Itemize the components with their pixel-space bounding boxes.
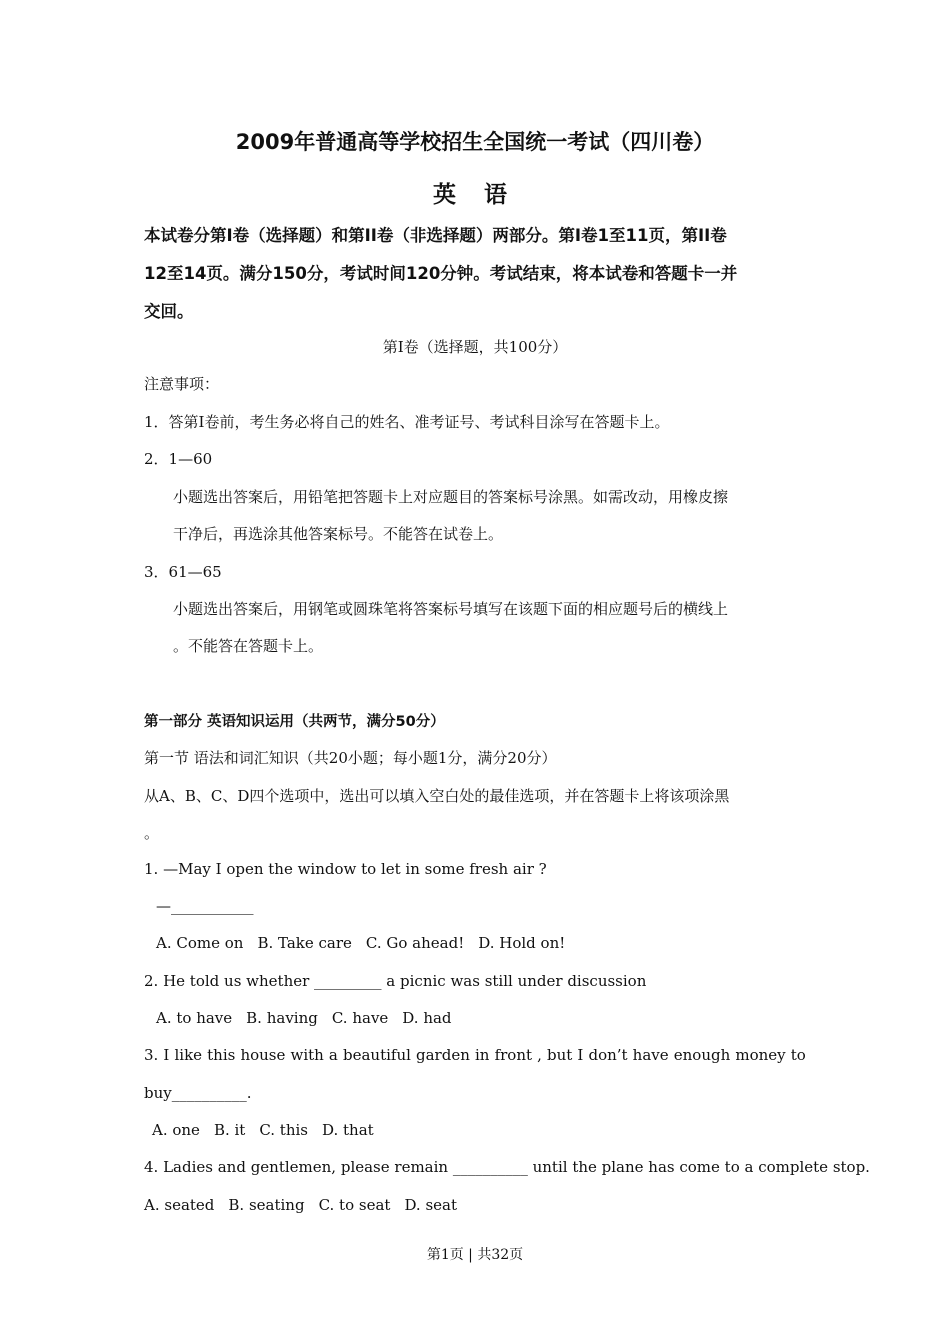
option: A. to have [156,1009,233,1027]
intro-line-3: 交回。 [144,302,194,321]
q3-options [152,1121,388,1139]
notes-label: 注意事项： [144,375,220,393]
q3-word: but [547,1046,573,1064]
instruction-line-2: 。 [144,824,160,842]
option: D. had [402,1009,452,1027]
note-1: 1．答第I卷前，考生务必将自己的姓名、准考证号、考试科目涂写在答题卡上。 [144,413,670,431]
q3-word: I [577,1046,584,1064]
q3-word: have [632,1046,669,1064]
q3-word: don’t [588,1046,628,1064]
note-3-line-1: 小题选出答案后，用钢笔或圆珠笔将答案标号填写在该题下面的相应题号后的横线上 [173,600,729,618]
q4-options [144,1196,471,1214]
section1-heading: 第一节 语法和词汇知识（共20小题；每小题1分，满分20分） [144,749,557,767]
q3-word: enough [673,1046,731,1064]
note-3-line-2: 。不能答在答题卡上。 [173,637,324,655]
q3-word: house [240,1046,286,1064]
q3-stem [144,1046,806,1064]
q3-word: with [290,1046,324,1064]
q4-stem: 4. Ladies and gentlemen, please remain __________ until the plane has come to a complete stop. [144,1158,870,1176]
instruction-line-1: 从A、B、C、D四个选项中，选出可以填入空白处的最佳选项，并在答题卡上将该项涂黑 [144,787,730,805]
note-3-head: 3．61—65 [144,563,222,581]
q3-word: money [735,1046,786,1064]
q3-word: in [474,1046,490,1064]
option: B. Take care [257,934,352,952]
option: D. that [322,1121,374,1139]
exam-title: 2009年普通高等学校招生全国统一考试（四川卷） [235,130,715,154]
q3-stem-continued: buy__________. [144,1084,252,1102]
q3-word: like [174,1046,203,1064]
option: B. seating [228,1196,305,1214]
option: C. this [259,1121,308,1139]
q3-word: garden [416,1046,470,1064]
q1-reply-blank: —___________ [156,897,254,915]
option: C. to seat [318,1196,391,1214]
option: D. Hold on! [478,934,566,952]
q1-options [156,934,579,952]
q2-stem: 2. He told us whether _________ a picnic was still under discussion [144,972,647,990]
q3-word: to [790,1046,806,1064]
q3-word: beautiful [342,1046,411,1064]
note-2-head: 2．1—60 [144,450,213,468]
note-2-line-2: 干净后，再选涂其他答案标号。不能答在试卷上。 [173,525,504,543]
option: A. seated [144,1196,215,1214]
q3-word: a [328,1046,338,1064]
q3-word: 3. [144,1046,159,1064]
option: D. seat [404,1196,458,1214]
q3-word: front [494,1046,533,1064]
option: B. it [213,1121,246,1139]
option: A. one [152,1121,200,1139]
subject-title: 英 语 [432,182,517,208]
q1-stem: 1. —May I open the window to let in some fresh air ? [144,860,547,878]
option: C. have [331,1009,389,1027]
option: A. Come on [156,934,244,952]
q3-word: I [163,1046,170,1064]
q2-options [156,1009,466,1027]
intro-line-1: 本试卷分第I卷（选择题）和第II卷（非选择题）两部分。第I卷1至11页，第II卷 [144,226,727,245]
part1-heading: 第一部分 英语知识运用（共两节，满分50分） [144,714,445,730]
option: C. Go ahead! [365,934,465,952]
note-2-line-1: 小题选出答案后，用铅笔把答题卡上对应题目的答案标号涂黑。如需改动，用橡皮擦 [173,488,729,506]
page-number: 第1页 | 共32页 [426,1247,524,1263]
option: B. having [246,1009,318,1027]
q3-word: this [207,1046,236,1064]
intro-line-2: 12至14页。满分150分，考试时间120分钟。考试结束，将本试卷和答题卡一并 [144,264,738,283]
volume1-heading: 第I卷（选择题，共100分） [382,338,568,356]
q3-word: , [537,1046,542,1064]
